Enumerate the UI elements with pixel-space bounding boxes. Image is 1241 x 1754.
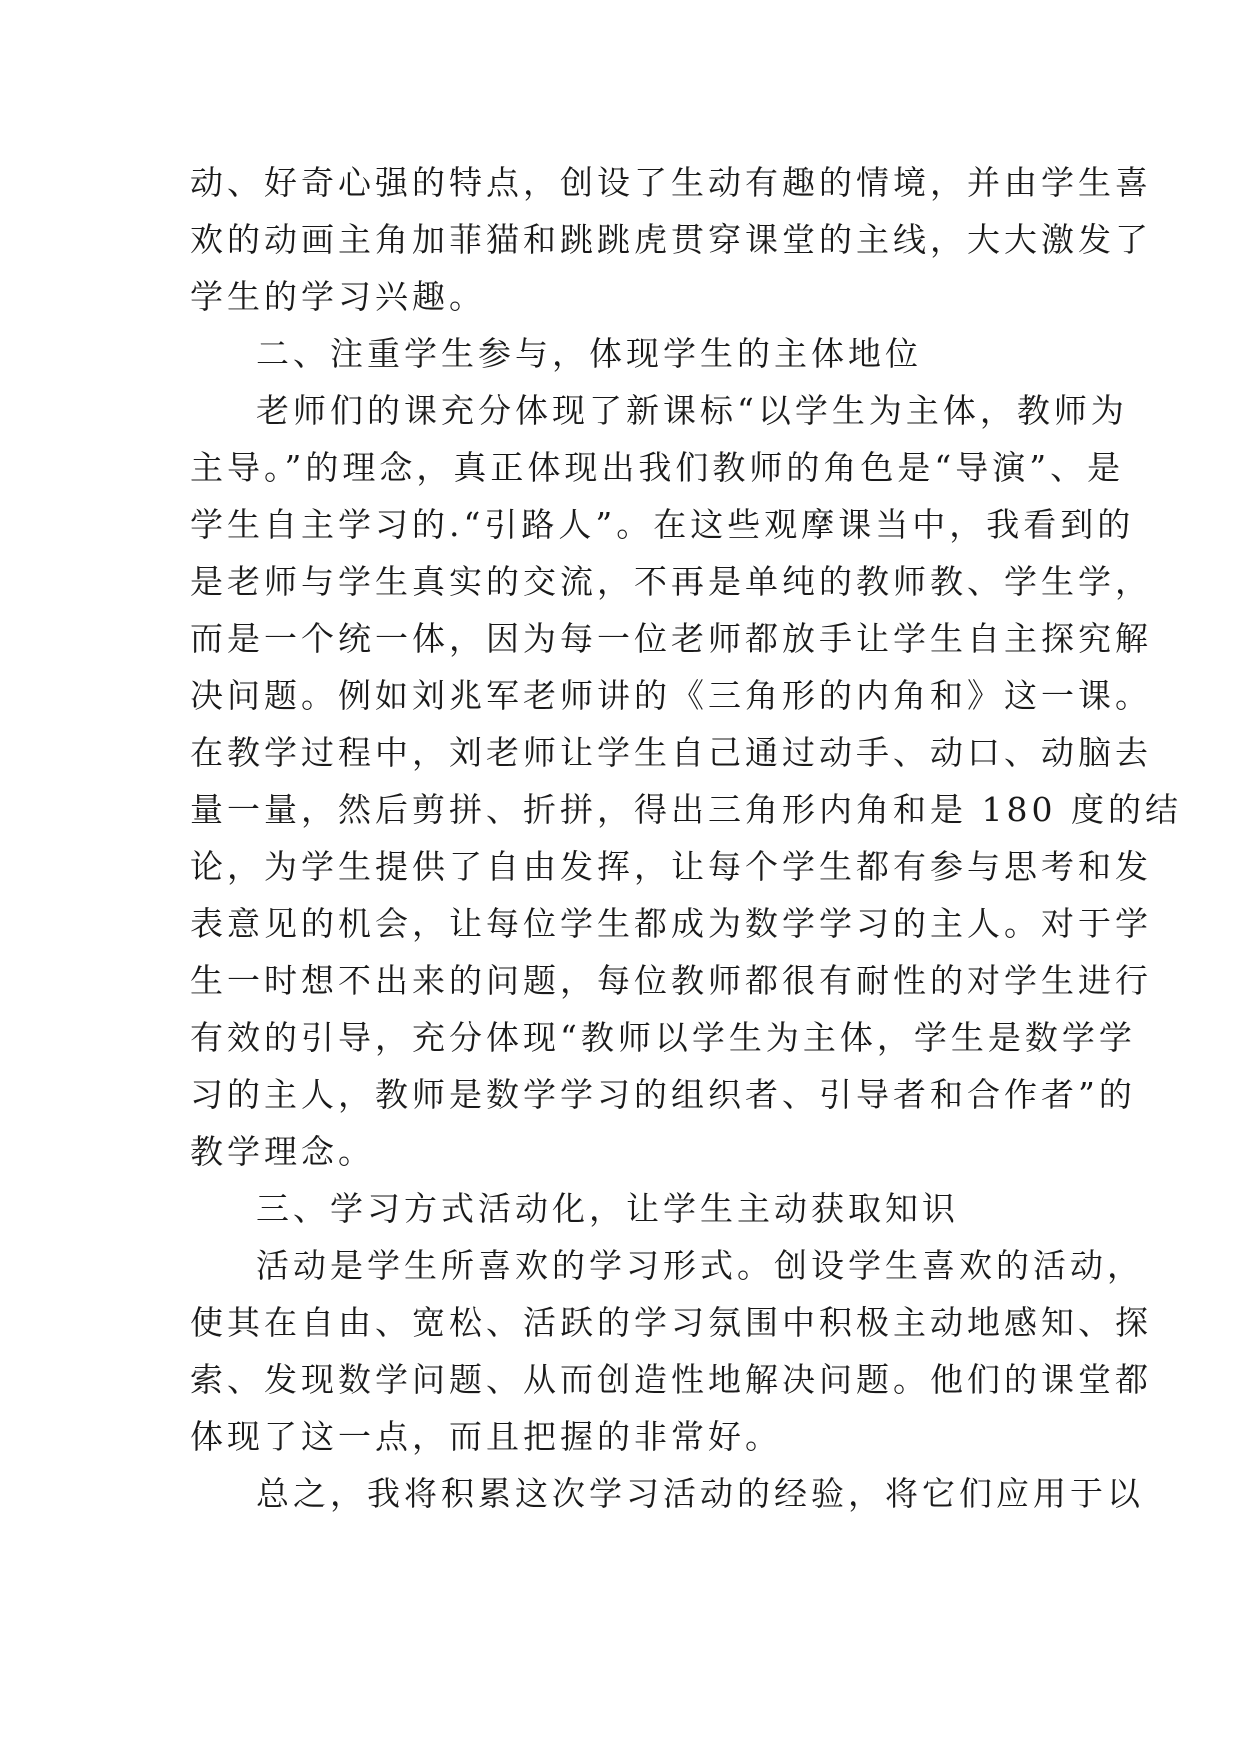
text-line: 使其在自由、宽松、活跃的学习氛围中积极主动地感知、探 <box>190 1303 1152 1342</box>
text-line: 学生的学习兴趣。 <box>190 277 486 316</box>
text-line: 索、发现数学问题、从而创造性地解决问题。他们的课堂都 <box>190 1360 1152 1399</box>
text-line: 有效的引导，充分体现“教师以学生为主体，学生是数学学 <box>190 1018 1136 1057</box>
text-line: 动、好奇心强的特点，创设了生动有趣的情境，并由学生喜 <box>190 163 1152 202</box>
text-line: 体现了这一点，而且把握的非常好。 <box>190 1417 782 1456</box>
text-line: 是老师与学生真实的交流，不再是单纯的教师教、学生学， <box>190 562 1152 601</box>
text-line: 习的主人，教师是数学学习的组织者、引导者和合作者”的 <box>190 1075 1136 1114</box>
text-line: 教学理念。 <box>190 1132 375 1171</box>
body-text <box>190 154 1182 1522</box>
text-line: 论，为学生提供了自由发挥，让每个学生都有参与思考和发 <box>190 847 1152 886</box>
text-line: 决问题。例如刘兆军老师讲的《三角形的内角和》这一课。 <box>190 676 1152 715</box>
text-line: 三、学习方式活动化，让学生主动获取知识 <box>256 1189 959 1228</box>
text-line: 表意见的机会，让每位学生都成为数学学习的主人。对于学 <box>190 904 1152 943</box>
text-line: 学生自主学习的.“引路人”。在这些观摩课当中，我看到的 <box>190 505 1135 544</box>
text-line: 二、注重学生参与，体现学生的主体地位 <box>256 334 922 373</box>
text-line: 欢的动画主角加菲猫和跳跳虎贯穿课堂的主线，大大激发了 <box>190 220 1152 259</box>
text-line: 生一时想不出来的问题，每位教师都很有耐性的对学生进行 <box>190 961 1152 1000</box>
text-line: 总之，我将积累这次学习活动的经验，将它们应用于以 <box>256 1474 1144 1513</box>
text-line: 量一量，然后剪拼、折拼，得出三角形内角和是 180 度的结 <box>190 790 1182 829</box>
text-line: 主导。”的理念，真正体现出我们教师的角色是“导演”、是 <box>190 448 1125 487</box>
text-line: 在教学过程中，刘老师让学生自己通过动手、动口、动脑去 <box>190 733 1152 772</box>
text-line: 活动是学生所喜欢的学习形式。创设学生喜欢的活动， <box>256 1246 1144 1285</box>
text-line: 而是一个统一体，因为每一位老师都放手让学生自主探究解 <box>190 619 1152 658</box>
text-line: 老师们的课充分体现了新课标“以学生为主体，教师为 <box>256 391 1128 430</box>
